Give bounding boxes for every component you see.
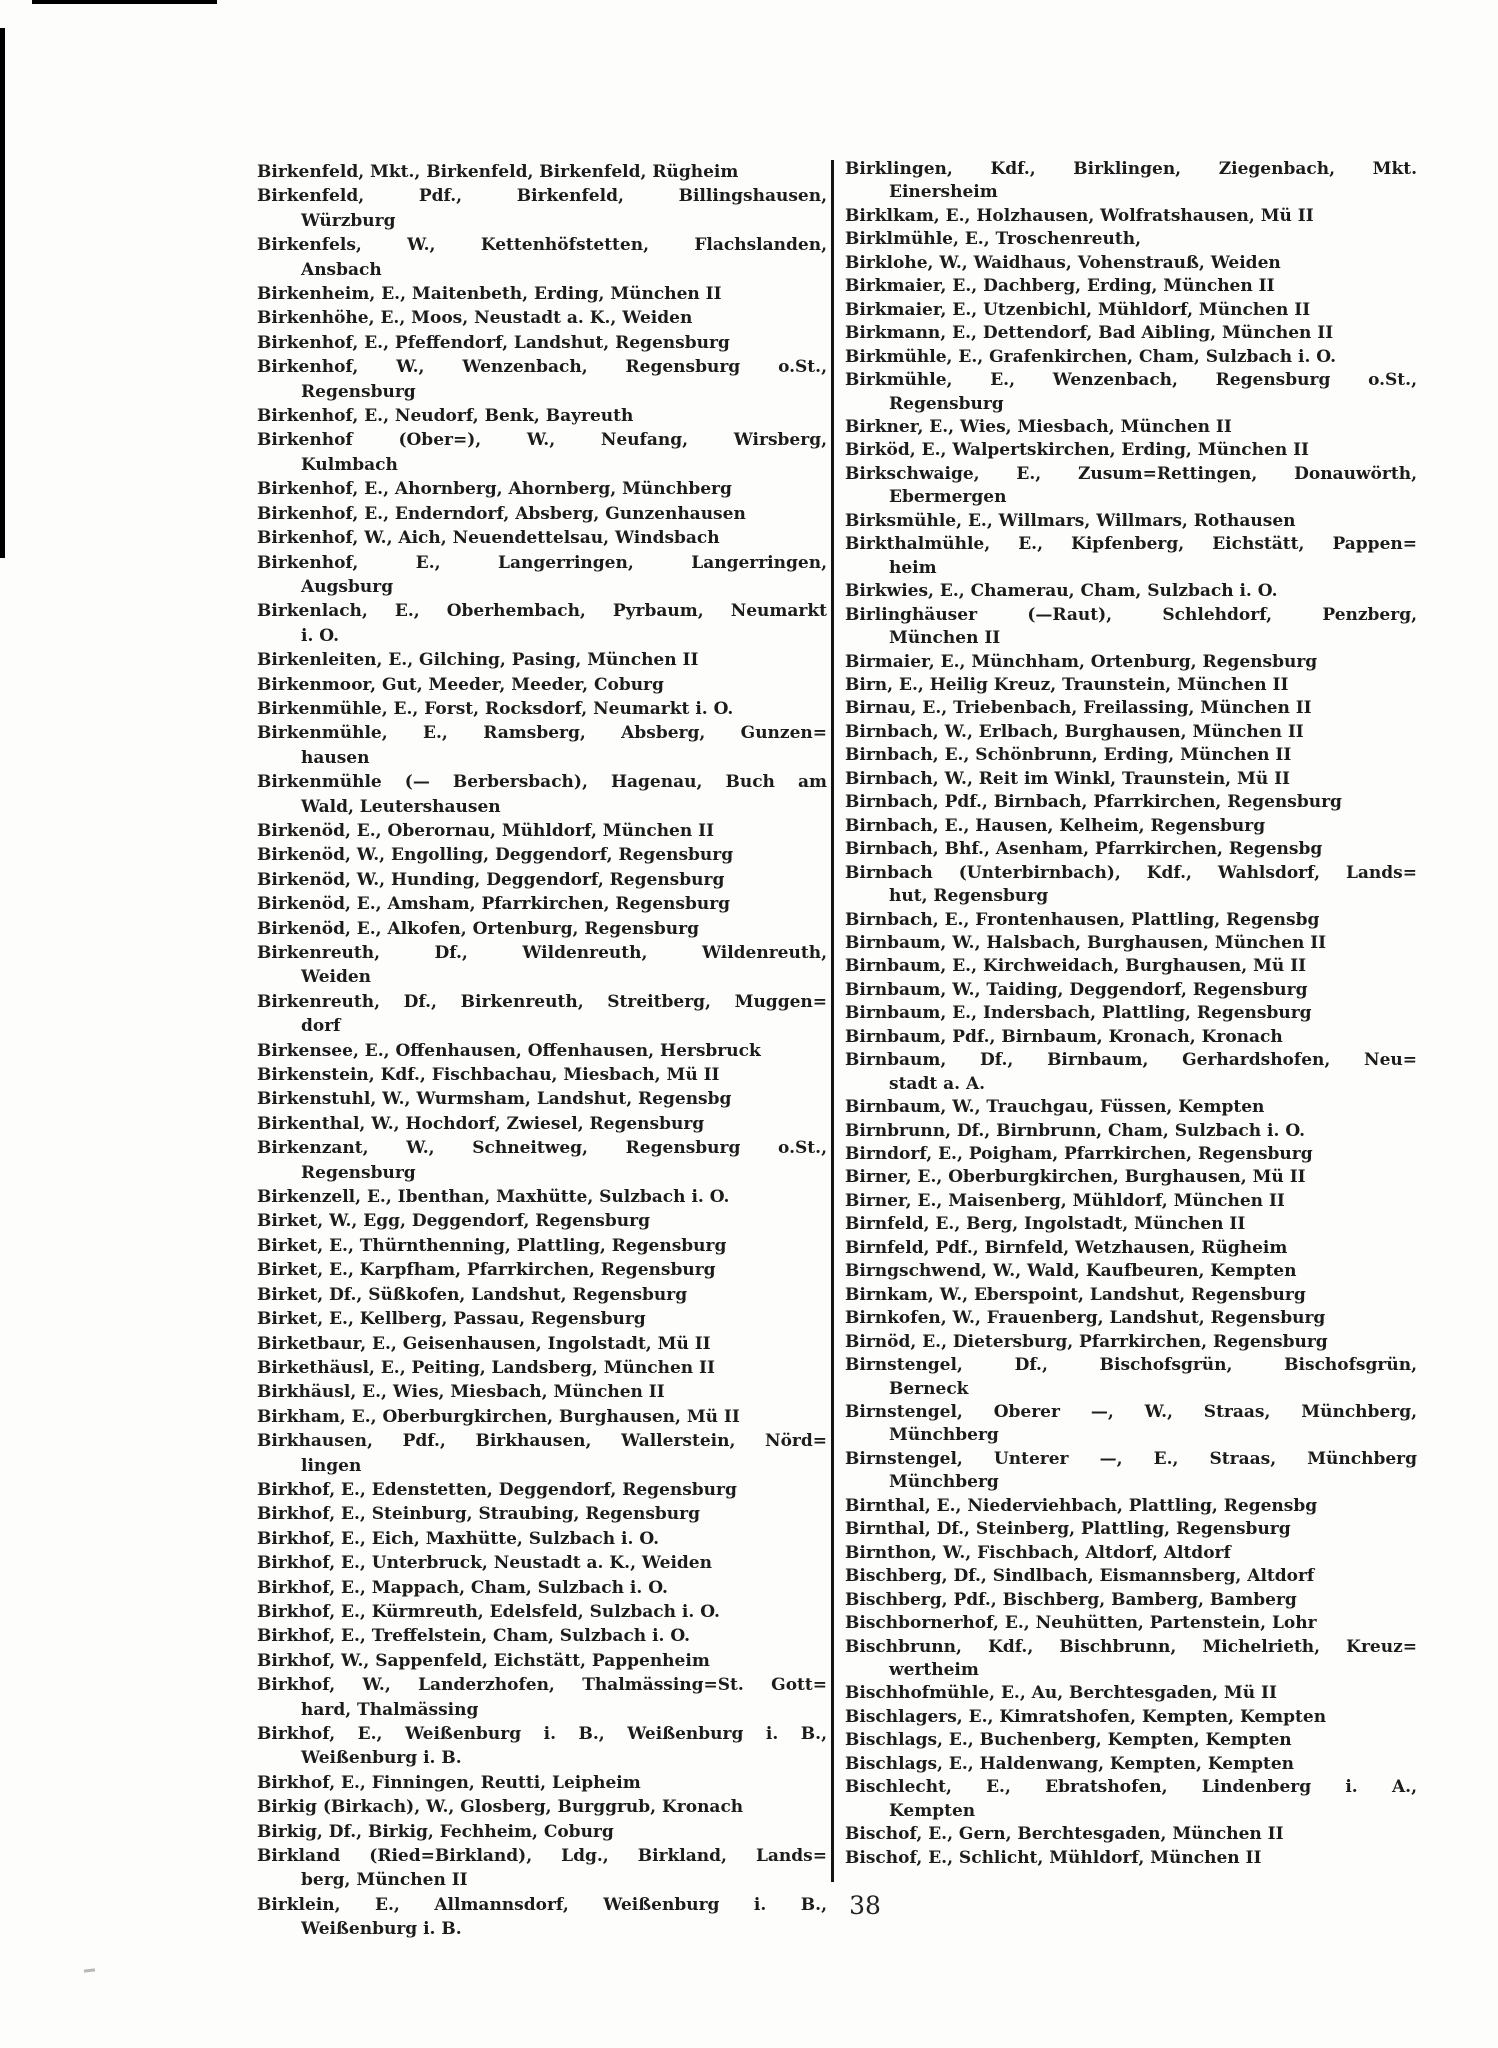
entry-text: Birkenmoor, Gut, Meeder, Meeder, Coburg bbox=[257, 674, 664, 695]
entry-text: Bischof, E., Schlicht, Mühldorf, München II bbox=[845, 1847, 1262, 1868]
entry-text: Birmaier, E., Münchham, Ortenburg, Regensburg bbox=[845, 651, 1318, 672]
gazetteer-entry bbox=[257, 1063, 827, 1087]
entry-text: Birkner, E., Wies, Miesbach, München II bbox=[845, 416, 1232, 437]
entry-text: Birkhof, E., Weißenburg i. B., Weißenburg i. B., bbox=[257, 1724, 827, 1744]
entry-text: Birnthal, E., Niederviehbach, Plattling, Regensbg bbox=[845, 1495, 1318, 1516]
gazetteer-entry bbox=[257, 1185, 827, 1209]
entry-wrap-text: hausen bbox=[301, 747, 370, 768]
entry-text: Birnkam, W., Eberspoint, Landshut, Regensburg bbox=[845, 1284, 1306, 1305]
gazetteer-entry bbox=[257, 917, 827, 941]
entry-text: Birkenfeld, Pdf., Birkenfeld, Billingshausen, bbox=[257, 186, 827, 207]
entry-text: Birndorf, E., Poigham, Pfarrkirchen, Regensburg bbox=[845, 1144, 1313, 1165]
gazetteer-entry bbox=[845, 322, 1417, 345]
entry-wrap-text: hard, Thalmässing bbox=[301, 1699, 479, 1720]
gazetteer-entry bbox=[257, 1283, 827, 1307]
gazetteer-entry bbox=[257, 184, 827, 233]
entry-text: Birksmühle, E., Willmars, Willmars, Rothausen bbox=[845, 510, 1296, 531]
entry-wrap-text: wertheim bbox=[889, 1660, 979, 1680]
gazetteer-entry bbox=[257, 1405, 827, 1429]
gazetteer-entry bbox=[845, 1518, 1417, 1541]
gazetteer-entry bbox=[257, 1551, 827, 1575]
entry-wrap-text: Regensburg bbox=[889, 393, 1004, 414]
gazetteer-entry bbox=[257, 1893, 827, 1942]
gazetteer-entry bbox=[845, 1354, 1417, 1401]
gazetteer-entry bbox=[845, 1565, 1417, 1588]
gazetteer-entry bbox=[845, 604, 1417, 651]
gazetteer-entry bbox=[257, 941, 827, 990]
gazetteer-entry bbox=[257, 843, 827, 867]
entry-text: Birkwies, E., Chamerau, Cham, Sulzbach i. O. bbox=[845, 581, 1278, 602]
entry-text: Birkig, Df., Birkig, Fechheim, Coburg bbox=[257, 1821, 614, 1842]
entry-text: Bischberg, Pdf., Bischberg, Bamberg, Bamberg bbox=[845, 1589, 1297, 1610]
entry-wrap-text: Münchberg bbox=[889, 1425, 999, 1446]
entry-text: Birnbaum, Df., Birnbaum, Gerhardshofen, Neu= bbox=[845, 1050, 1417, 1071]
gazetteer-entry bbox=[845, 862, 1417, 909]
gazetteer-entry bbox=[845, 463, 1417, 510]
gazetteer-entry bbox=[845, 1026, 1417, 1049]
entry-text: Birklein, E., Allmannsdorf, Weißenburg i. B., bbox=[257, 1894, 827, 1915]
entry-text: Birnbrunn, Df., Birnbrunn, Cham, Sulzbach i. O. bbox=[845, 1120, 1306, 1141]
gazetteer-entry bbox=[257, 1478, 827, 1502]
entry-text: Birkenzant, W., Schneitweg, Regensburg o.St., bbox=[257, 1138, 827, 1159]
entry-text: Birnstengel, Oberer —, W., Straas, Münchberg, bbox=[845, 1402, 1417, 1423]
entry-text: Birlinghäuser (—Raut), Schlehdorf, Penzberg, bbox=[845, 604, 1417, 625]
gazetteer-entry bbox=[257, 1722, 827, 1771]
gazetteer-entry bbox=[845, 1823, 1417, 1846]
entry-text: Birnbach, W., Erlbach, Burghausen, München II bbox=[845, 721, 1304, 742]
entry-text: Birkensee, E., Offenhausen, Offenhausen, Hersbruck bbox=[257, 1040, 761, 1061]
gazetteer-entry bbox=[845, 228, 1417, 251]
entry-text: Birkham, E., Oberburgkirchen, Burghausen, Mü II bbox=[257, 1406, 740, 1427]
gazetteer-entry bbox=[845, 1213, 1417, 1236]
pencil-mark-artifact bbox=[84, 1968, 95, 1972]
entry-text: Birkenhof (Ober=), W., Neufang, Wirsberg, bbox=[257, 430, 827, 451]
entry-text: Birkig (Birkach), W., Glosberg, Burggrub, Kronach bbox=[257, 1797, 744, 1818]
entry-text: Birnbaum, W., Trauchgau, Füssen, Kempten bbox=[845, 1097, 1265, 1118]
entry-text: Birnkofen, W., Frauenberg, Landshut, Regensburg bbox=[845, 1308, 1326, 1329]
entry-wrap-text: dorf bbox=[301, 1016, 341, 1037]
gazetteer-entry bbox=[845, 1237, 1417, 1260]
gazetteer-entry bbox=[257, 892, 827, 916]
entry-wrap-text: stadt a. A. bbox=[889, 1073, 986, 1094]
entry-text: Birnbaum, E., Indersbach, Plattling, Regensburg bbox=[845, 1003, 1312, 1024]
gazetteer-entry bbox=[257, 1771, 827, 1795]
entry-wrap-text: Regensburg bbox=[301, 1162, 416, 1183]
entry-text: Birnbach (Unterbirnbach), Kdf., Wahlsdorf, Lands= bbox=[845, 862, 1417, 883]
entry-wrap-text: München II bbox=[889, 628, 1001, 649]
gazetteer-entry bbox=[257, 868, 827, 892]
gazetteer-entry bbox=[845, 1307, 1417, 1330]
gazetteer-entry bbox=[257, 355, 827, 404]
gazetteer-entry bbox=[845, 721, 1417, 744]
entry-text: Birkenhof, E., Ahornberg, Ahornberg, Münchberg bbox=[257, 479, 732, 500]
gazetteer-entry bbox=[257, 1673, 827, 1722]
gazetteer-entry bbox=[845, 299, 1417, 322]
entry-text: Birkhof, E., Steinburg, Straubing, Regensburg bbox=[257, 1504, 700, 1525]
gazetteer-entry bbox=[845, 275, 1417, 298]
gazetteer-entry bbox=[257, 1502, 827, 1526]
gazetteer-entry bbox=[257, 1258, 827, 1282]
entry-text: Birner, E., Oberburgkirchen, Burghausen, Mü II bbox=[845, 1167, 1306, 1188]
gazetteer-entry bbox=[845, 815, 1417, 838]
gazetteer-entry bbox=[257, 1356, 827, 1380]
entry-text: Birnfeld, E., Berg, Ingolstadt, München II bbox=[845, 1214, 1246, 1235]
entry-text: Birnthon, W., Fischbach, Altdorf, Altdorf bbox=[845, 1542, 1231, 1563]
gazetteer-entry bbox=[257, 819, 827, 843]
entry-text: Birnbach, Pdf., Birnbach, Pfarrkirchen, Regensburg bbox=[845, 792, 1342, 813]
entry-text: Birkhof, E., Unterbruck, Neustadt a. K., Weiden bbox=[257, 1553, 712, 1574]
gazetteer-entry bbox=[257, 502, 827, 526]
entry-text: Birket, E., Thürnthenning, Plattling, Regensburg bbox=[257, 1235, 727, 1256]
entry-text: Birkenheim, E., Maitenbeth, Erding, München II bbox=[257, 284, 722, 305]
gazetteer-entry bbox=[257, 1600, 827, 1624]
gazetteer-entry bbox=[845, 252, 1417, 275]
gazetteer-entry bbox=[257, 1234, 827, 1258]
entry-text: Birkmühle, E., Wenzenbach, Regensburg o.St., bbox=[845, 370, 1417, 391]
gazetteer-entry bbox=[257, 160, 827, 184]
entry-text: Birklmühle, E., Troschenreuth, bbox=[845, 229, 1141, 250]
gazetteer-entry bbox=[845, 369, 1417, 416]
gazetteer-entry bbox=[845, 1331, 1417, 1354]
gazetteer-entry bbox=[845, 1589, 1417, 1612]
gazetteer-entry bbox=[257, 1649, 827, 1673]
gazetteer-entry bbox=[845, 1190, 1417, 1213]
entry-text: Birkenhof, E., Pfeffendorf, Landshut, Regensburg bbox=[257, 332, 730, 353]
entry-text: Bischof, E., Gern, Berchtesgaden, München II bbox=[845, 1824, 1284, 1845]
entry-wrap-text: Augsburg bbox=[301, 576, 394, 597]
gazetteer-entry bbox=[257, 428, 827, 477]
gazetteer-entry bbox=[257, 1039, 827, 1063]
entry-text: Birketbaur, E., Geisenhausen, Ingolstadt, Mü II bbox=[257, 1333, 711, 1354]
entry-text: Birkhof, E., Finningen, Reutti, Leipheim bbox=[257, 1772, 641, 1793]
gazetteer-entry bbox=[845, 580, 1417, 603]
entry-text: Birnbaum, E., Kirchweidach, Burghausen, Mü II bbox=[845, 956, 1307, 977]
entry-text: Birkmühle, E., Grafenkirchen, Cham, Sulzbach i. O. bbox=[845, 346, 1337, 367]
gazetteer-entry bbox=[845, 1120, 1417, 1143]
entry-text: Birkenöd, E., Amsham, Pfarrkirchen, Regensburg bbox=[257, 894, 731, 915]
entry-text: Birkenreuth, Df., Birkenreuth, Streitberg, Muggen= bbox=[257, 991, 827, 1012]
entry-text: Birket, W., Egg, Deggendorf, Regensburg bbox=[257, 1211, 650, 1232]
gazetteer-entry bbox=[845, 1753, 1417, 1776]
gazetteer-entry bbox=[845, 205, 1417, 228]
entry-text: Birngschwend, W., Wald, Kaufbeuren, Kempten bbox=[845, 1261, 1297, 1282]
gazetteer-entry bbox=[257, 306, 827, 330]
entry-text: Birkethäusl, E., Peiting, Landsberg, München II bbox=[257, 1357, 715, 1378]
gazetteer-entry bbox=[257, 648, 827, 672]
entry-wrap-text: Kulmbach bbox=[301, 454, 398, 475]
entry-text: Birnau, E., Triebenbach, Freilassing, München II bbox=[845, 698, 1312, 719]
gazetteer-entry bbox=[257, 1112, 827, 1136]
gazetteer-entry bbox=[257, 1332, 827, 1356]
gazetteer-entry bbox=[257, 1820, 827, 1844]
entry-text: Birkhof, E., Eich, Maxhütte, Sulzbach i. O. bbox=[257, 1528, 660, 1549]
gazetteer-entry bbox=[257, 599, 827, 648]
gazetteer-entry bbox=[845, 1049, 1417, 1096]
entry-text: Birkhäusl, E., Wies, Miesbach, München II bbox=[257, 1382, 665, 1403]
entry-text: Birkhof, E., Treffelstein, Cham, Sulzbach i. O. bbox=[257, 1626, 691, 1647]
entry-text: Birköd, E., Walpertskirchen, Erding, München II bbox=[845, 440, 1310, 461]
gazetteer-entry bbox=[845, 744, 1417, 767]
gazetteer-entry bbox=[257, 282, 827, 306]
gazetteer-entry bbox=[845, 1401, 1417, 1448]
entry-text: Birner, E., Maisenberg, Mühldorf, München II bbox=[845, 1190, 1285, 1211]
entry-text: Birnstengel, Df., Bischofsgrün, Bischofsgrün, bbox=[845, 1355, 1417, 1376]
entry-text: Birkenhof, E., Enderndorf, Absberg, Gunzenhausen bbox=[257, 503, 746, 524]
entry-text: Birkenhof, E., Langerringen, Langerringen, bbox=[257, 552, 827, 573]
entry-wrap-text: Münchberg bbox=[889, 1472, 999, 1493]
gazetteer-entry bbox=[845, 158, 1417, 205]
entry-text: Birkenmühle, E., Forst, Rocksdorf, Neumarkt i. O. bbox=[257, 698, 734, 719]
scan-edge-artifact-top bbox=[32, 0, 217, 4]
gazetteer-entry bbox=[257, 721, 827, 770]
entry-text: Birkenstein, Kdf., Fischbachau, Miesbach, Mü II bbox=[257, 1065, 720, 1086]
gazetteer-entry bbox=[845, 1542, 1417, 1565]
entry-wrap-text: hut, Regensburg bbox=[889, 886, 1049, 907]
entry-text: Birnbaum, W., Halsbach, Burghausen, München II bbox=[845, 932, 1327, 953]
entry-text: Birnfeld, Pdf., Birnfeld, Wetzhausen, Rügheim bbox=[845, 1237, 1288, 1258]
gazetteer-entry bbox=[257, 1209, 827, 1233]
entry-text: Birkenfeld, Mkt., Birkenfeld, Birkenfeld, Rügheim bbox=[257, 162, 739, 182]
gazetteer-entry bbox=[845, 1143, 1417, 1166]
entry-text: Birkenhof, W., Wenzenbach, Regensburg o.St., bbox=[257, 357, 827, 378]
gazetteer-entry bbox=[257, 1527, 827, 1551]
entry-text: Birkenreuth, Df., Wildenreuth, Wildenreuth, bbox=[257, 943, 827, 963]
entry-text: Birklohe, W., Waidhaus, Vohenstrauß, Weiden bbox=[845, 252, 1281, 273]
gazetteer-entry bbox=[845, 979, 1417, 1002]
entry-text: Birklkam, E., Holzhausen, Wolfratshausen, Mü II bbox=[845, 205, 1314, 226]
entry-wrap-text: Weißenburg i. B. bbox=[301, 1748, 462, 1769]
gazetteer-entry bbox=[257, 673, 827, 697]
entry-text: Birnbach, E., Schönbrunn, Erding, München II bbox=[845, 745, 1292, 766]
entry-text: Bischhofmühle, E., Au, Berchtesgaden, Mü II bbox=[845, 1683, 1277, 1704]
entry-text: Birkhausen, Pdf., Birkhausen, Wallerstein, Nörd= bbox=[257, 1431, 827, 1452]
gazetteer-entry bbox=[257, 770, 827, 819]
gazetteer-entry bbox=[845, 1636, 1417, 1683]
entry-text: Birkenöd, E., Oberornau, Mühldorf, München II bbox=[257, 820, 715, 841]
entry-text: Birnbach, W., Reit im Winkl, Traunstein, Mü II bbox=[845, 768, 1291, 789]
gazetteer-entry bbox=[845, 1495, 1417, 1518]
entry-text: Birkhof, E., Kürmreuth, Edelsfeld, Sulzbach i. O. bbox=[257, 1601, 720, 1622]
entry-text: Birkenhöhe, E., Moos, Neustadt a. K., Weiden bbox=[257, 308, 693, 329]
entry-text: Birn, E., Heilig Kreuz, Traunstein, München II bbox=[845, 674, 1289, 695]
gazetteer-entry bbox=[845, 791, 1417, 814]
entry-wrap-text: Einersheim bbox=[889, 182, 998, 203]
gazetteer-entry bbox=[845, 674, 1417, 697]
entry-text: Birnbach, E., Hausen, Kelheim, Regensburg bbox=[845, 815, 1266, 836]
right-column bbox=[845, 158, 1417, 1870]
entry-text: Bischlagers, E., Kimratshofen, Kempten, Kempten bbox=[845, 1706, 1327, 1727]
left-column bbox=[257, 160, 827, 1942]
gazetteer-entry bbox=[257, 1429, 827, 1478]
entry-text: Birkhof, E., Mappach, Cham, Sulzbach i. O. bbox=[257, 1577, 668, 1598]
entry-text: Birkhof, W., Landerzhofen, Thalmässing=St. Gott= bbox=[257, 1675, 827, 1696]
gazetteer-entry bbox=[257, 404, 827, 428]
entry-text: Birket, E., Karpfham, Pfarrkirchen, Regensburg bbox=[257, 1260, 716, 1281]
gazetteer-entry bbox=[845, 1284, 1417, 1307]
gazetteer-entry bbox=[845, 1002, 1417, 1025]
gazetteer-entry bbox=[845, 768, 1417, 791]
gazetteer-entry bbox=[257, 1307, 827, 1331]
entry-text: Birkenöd, E., Alkofen, Ortenburg, Regensburg bbox=[257, 918, 699, 939]
gazetteer-entry bbox=[257, 1087, 827, 1111]
entry-wrap-text: Kempten bbox=[889, 1800, 976, 1821]
entry-wrap-text: Würzburg bbox=[301, 210, 396, 231]
entry-text: Birkenzell, E., Ibenthan, Maxhütte, Sulzbach i. O. bbox=[257, 1187, 730, 1208]
gazetteer-entry bbox=[845, 510, 1417, 533]
gazetteer-entry bbox=[845, 955, 1417, 978]
gazetteer-entry bbox=[257, 477, 827, 501]
entry-text: Birkenleiten, E., Gilching, Pasing, München II bbox=[257, 650, 699, 671]
entry-text: Birkhof, W., Sappenfeld, Eichstätt, Pappenheim bbox=[257, 1650, 710, 1671]
gazetteer-entry bbox=[845, 1166, 1417, 1189]
gazetteer-entry bbox=[845, 1448, 1417, 1495]
entry-wrap-text: Weiden bbox=[301, 967, 372, 988]
entry-text: Bischlecht, E., Ebratshofen, Lindenberg i. A., bbox=[845, 1777, 1417, 1798]
entry-text: Birkenthal, W., Hochdorf, Zwiesel, Regensburg bbox=[257, 1113, 705, 1134]
entry-text: Birkschwaige, E., Zusum=Rettingen, Donauwörth, bbox=[845, 463, 1417, 484]
entry-wrap-text: Weißenburg i. B. bbox=[301, 1919, 462, 1940]
gazetteer-entry bbox=[257, 1624, 827, 1648]
gazetteer-entry bbox=[257, 1844, 827, 1893]
entry-text: Birnthal, Df., Steinberg, Plattling, Regensburg bbox=[845, 1519, 1291, 1540]
entry-wrap-text: Ansbach bbox=[301, 259, 382, 280]
scan-edge-artifact-left bbox=[0, 28, 5, 558]
entry-wrap-text: Wald, Leutershausen bbox=[301, 796, 501, 817]
entry-text: Birkenlach, E., Oberhembach, Pyrbaum, Neumarkt bbox=[257, 601, 827, 622]
gazetteer-entry bbox=[845, 1706, 1417, 1729]
column-divider-rule bbox=[831, 160, 834, 1882]
gazetteer-entry bbox=[845, 932, 1417, 955]
entry-text: Birkenöd, W., Engolling, Deggendorf, Regensburg bbox=[257, 845, 734, 866]
entry-text: Birkmaier, E., Utzenbichl, Mühldorf, München II bbox=[845, 299, 1311, 320]
gazetteer-entry bbox=[845, 697, 1417, 720]
gazetteer-entry bbox=[845, 346, 1417, 369]
gazetteer-entry bbox=[845, 909, 1417, 932]
entry-text: Birnbach, Bhf., Asenham, Pfarrkirchen, Regensbg bbox=[845, 839, 1323, 860]
entry-text: Birkenmühle, E., Ramsberg, Absberg, Gunzen= bbox=[257, 723, 827, 744]
gazetteer-entry bbox=[845, 651, 1417, 674]
gazetteer-entry bbox=[845, 1612, 1417, 1635]
gazetteer-entry bbox=[257, 1576, 827, 1600]
entry-wrap-text: Ebermergen bbox=[889, 487, 1007, 508]
gazetteer-entry bbox=[845, 1776, 1417, 1823]
entry-text: Birkenhof, W., Aich, Neuendettelsau, Windsbach bbox=[257, 528, 720, 549]
gazetteer-entry bbox=[845, 533, 1417, 580]
entry-text: Birnbaum, Pdf., Birnbaum, Kronach, Kronach bbox=[845, 1026, 1283, 1047]
gazetteer-entry bbox=[845, 416, 1417, 439]
gazetteer-entry bbox=[257, 697, 827, 721]
gazetteer-entry bbox=[845, 1260, 1417, 1283]
gazetteer-entry bbox=[257, 990, 827, 1039]
entry-text: Birkthalmühle, E., Kipfenberg, Eichstätt, Pappen= bbox=[845, 534, 1417, 555]
entry-text: Birkhof, E., Edenstetten, Deggendorf, Regensburg bbox=[257, 1479, 737, 1500]
entry-text: Birklingen, Kdf., Birklingen, Ziegenbach, Mkt. bbox=[845, 159, 1417, 179]
gazetteer-entry bbox=[845, 1729, 1417, 1752]
gazetteer-entry bbox=[845, 439, 1417, 462]
entry-wrap-text: lingen bbox=[301, 1455, 362, 1476]
gazetteer-entry bbox=[845, 1096, 1417, 1119]
entry-text: Birnstengel, Unterer —, E., Straas, Münchberg bbox=[845, 1448, 1417, 1469]
gazetteer-entry bbox=[257, 526, 827, 550]
gazetteer-entry bbox=[845, 1682, 1417, 1705]
gazetteer-entry bbox=[257, 331, 827, 355]
gazetteer-entry bbox=[257, 233, 827, 282]
entry-text: Birkenöd, W., Hunding, Deggendorf, Regensburg bbox=[257, 869, 725, 890]
entry-wrap-text: Berneck bbox=[889, 1378, 969, 1399]
entry-text: Birnbaum, W., Taiding, Deggendorf, Regensburg bbox=[845, 979, 1308, 1000]
entry-wrap-text: Regensburg bbox=[301, 381, 416, 402]
gazetteer-entry bbox=[257, 1380, 827, 1404]
entry-text: Bischlags, E., Haldenwang, Kempten, Kempten bbox=[845, 1753, 1294, 1774]
entry-text: Bischberg, Df., Sindlbach, Eismannsberg, Altdorf bbox=[845, 1566, 1315, 1587]
entry-text: Birnbach, E., Frontenhausen, Plattling, Regensbg bbox=[845, 909, 1320, 930]
gazetteer-entry bbox=[257, 1136, 827, 1185]
entry-text: Birkland (Ried=Birkland), Ldg., Birkland, Lands= bbox=[257, 1846, 827, 1867]
entry-text: Birnöd, E., Dietersburg, Pfarrkirchen, Regensburg bbox=[845, 1331, 1328, 1352]
entry-text: Birkmaier, E., Dachberg, Erding, München II bbox=[845, 276, 1275, 297]
page-number: 38 bbox=[849, 1891, 881, 1920]
gazetteer-entry bbox=[257, 551, 827, 600]
gazetteer-entry bbox=[845, 838, 1417, 861]
entry-text: Bischbornerhof, E., Neuhütten, Partenstein, Lohr bbox=[845, 1613, 1317, 1634]
entry-text: Birket, Df., Süßkofen, Landshut, Regensburg bbox=[257, 1284, 688, 1305]
entry-text: Birkenhof, E., Neudorf, Benk, Bayreuth bbox=[257, 406, 634, 427]
gazetteer-entry bbox=[845, 1847, 1417, 1870]
entry-text: Birket, E., Kellberg, Passau, Regensburg bbox=[257, 1309, 646, 1330]
entry-text: Bischlags, E., Buchenberg, Kempten, Kempten bbox=[845, 1730, 1292, 1751]
entry-wrap-text: i. O. bbox=[301, 625, 340, 646]
gazetteer-entry bbox=[257, 1795, 827, 1819]
entry-text: Bischbrunn, Kdf., Bischbrunn, Michelrieth, Kreuz= bbox=[845, 1636, 1417, 1657]
entry-text: Birkenstuhl, W., Wurmsham, Landshut, Regensbg bbox=[257, 1089, 732, 1110]
entry-text: Birkenmühle (— Berbersbach), Hagenau, Buch am bbox=[257, 772, 827, 793]
entry-wrap-text: heim bbox=[889, 557, 937, 578]
entry-text: Birkmann, E., Dettendorf, Bad Aibling, München II bbox=[845, 323, 1334, 344]
entry-wrap-text: berg, München II bbox=[301, 1870, 468, 1891]
entry-text: Birkenfels, W., Kettenhöfstetten, Flachslanden, bbox=[257, 235, 827, 256]
